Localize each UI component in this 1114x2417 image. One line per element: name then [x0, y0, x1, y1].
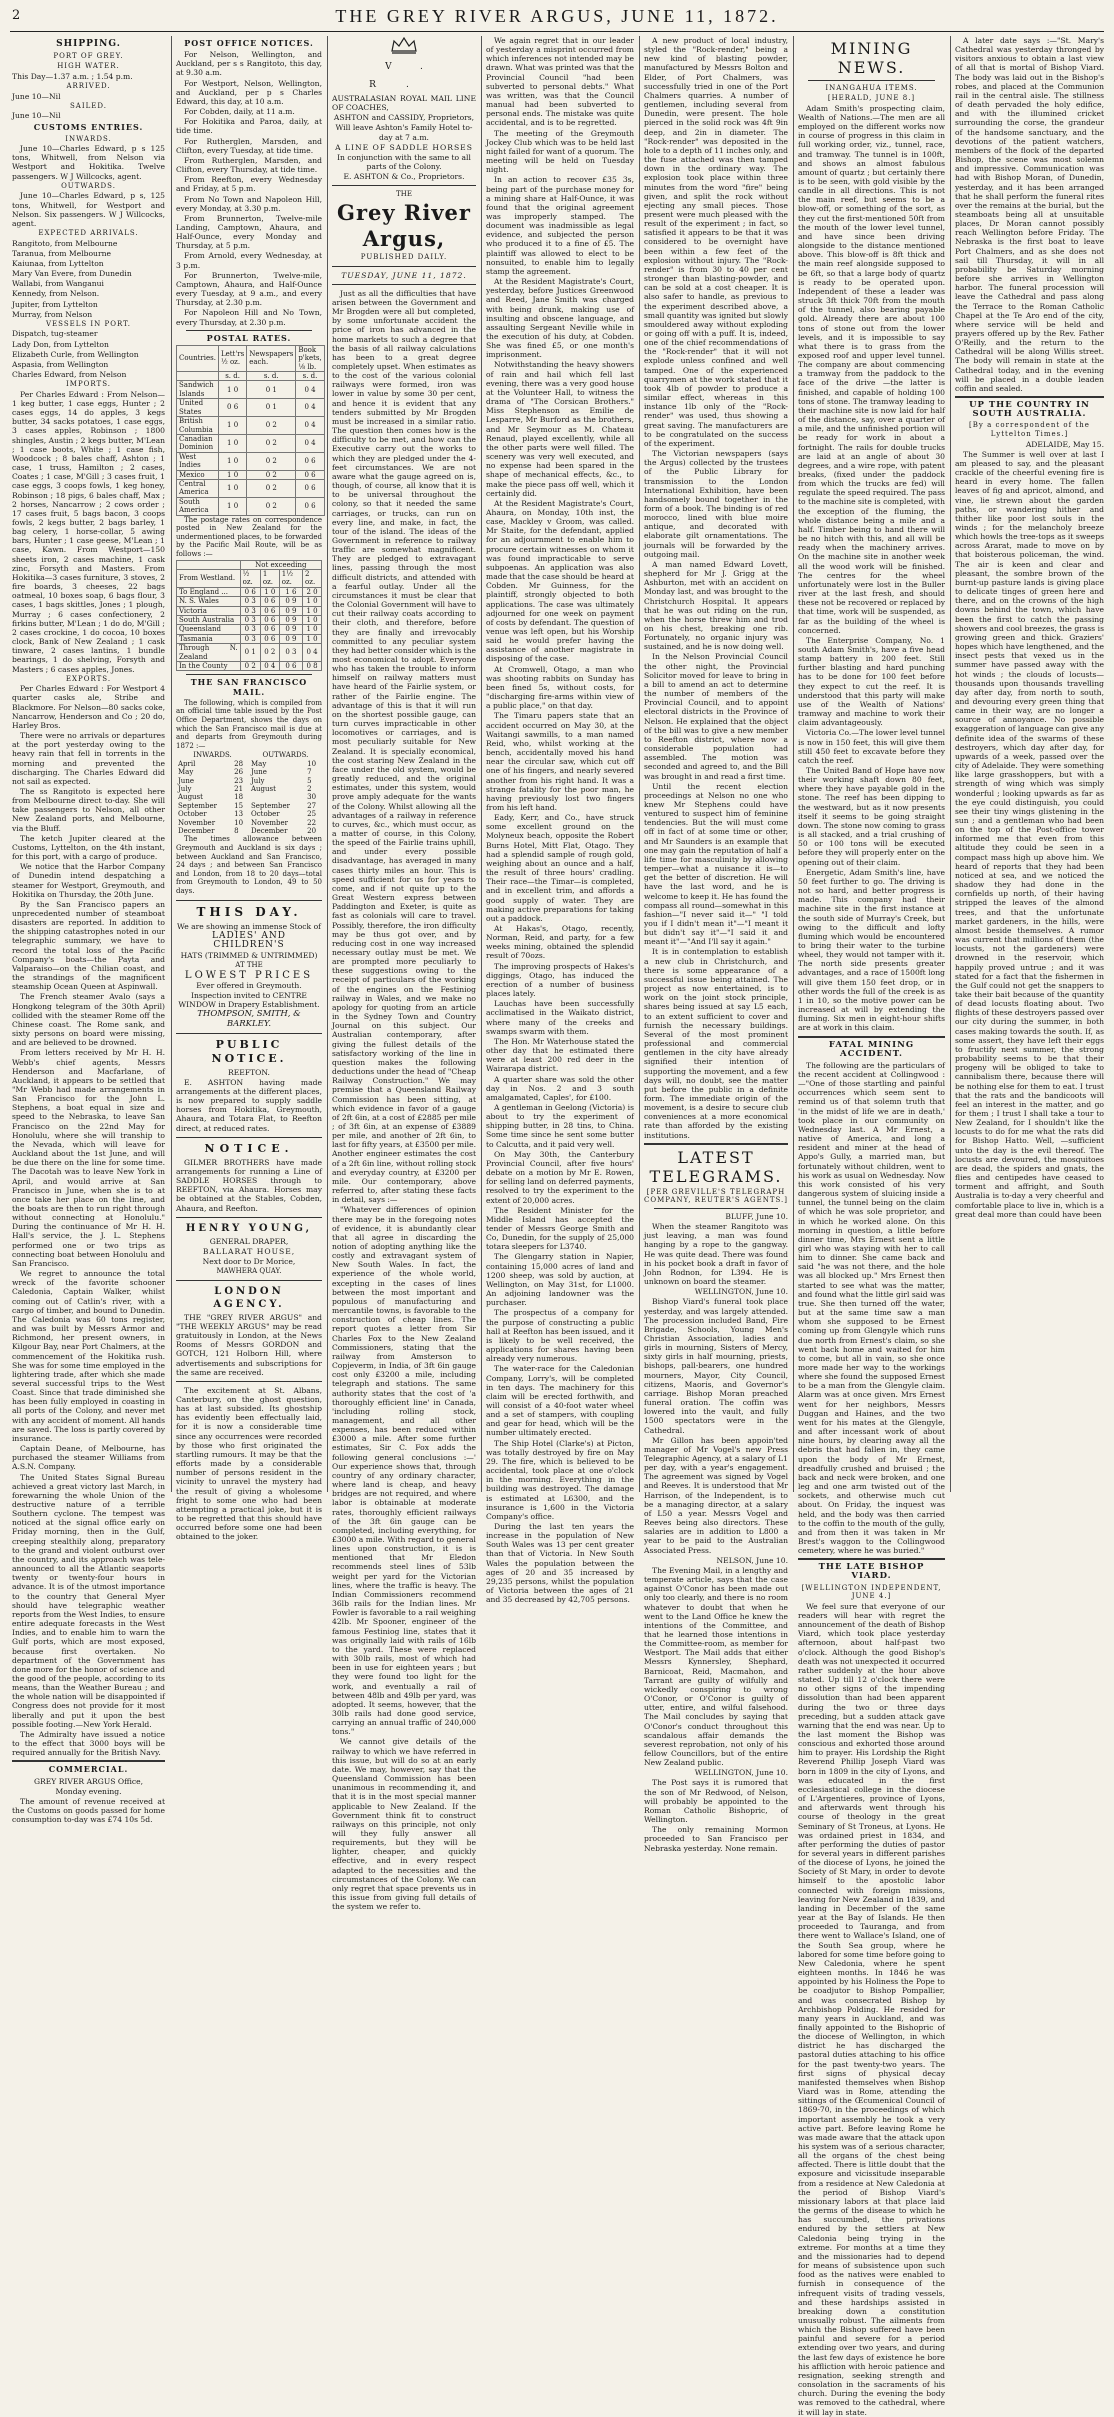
news-paragraph: The Timaru papers state that an accident occurred on May 30, at the Waitangi sawmills, to a man named Reid, who, whilst working at the bench, accidentally moved his hand near the circular saw, which cut off one of his fingers, and nearly severed another from his right hand. It was a strange fatality for the poor man, he having previously lost two fingers from his left hand.: [486, 711, 634, 812]
list-item: Taranua, from Melbourne: [12, 248, 111, 258]
masthead-rule: [10, 31, 1104, 32]
vessels-label: VESSELS IN PORT.: [46, 319, 131, 328]
news-paragraph: The Glengarry station in Napier, containing 15,000 acres of land and 1200 sheep, was sold by auction, at Wellington, on May 31st, for L1000. An adjoining landowner was the purchaser.: [486, 1252, 634, 1308]
table-row: British Columbia 1 0 0 2 0 4: [177, 417, 325, 435]
divider: [186, 674, 312, 675]
table-row: July 21 August 2: [178, 784, 312, 793]
ad-henry-young: HENRY YOUNG, GENERAL DRAPER, BALLARAT HOUSE, Next door to Dr Morice, MAWHERA QUAY.: [185, 1222, 313, 1276]
post-notice: For Nelson, Wellington, and Auckland, per s s Rangitoto, this day, at 9.30 a.m.: [176, 50, 322, 78]
shipping-news: The United States Signal Bureau achieved a great victory last March, in forewarning the whole Union of the destructive nature of a terrible Southern cyclone. The tempest was noticed at the signal office early on Friday morning, then in the Gulf, creeping stealthily along, preparatory to the grand and violent outburst over the country, and its approach was tele-announced to all the Atlantic seaports twenty or twenty-four hours in advance. It is of the utmost importance to the country that General Myer should have telegraphic weather reports from the West Indies, to ensure entire adequate forecasts in the West Indies, and to enable him to warn the Gulf ports, which are most exposed, because first overtaken. No department of the Government has done more for the honor of science and the good of the people, according to its means, than the Weather Bureau ; and the whole nation will be disappointed if Congress does not provide for it most liberally and put it upon the best possible footing.—New York Herald.: [12, 1472, 165, 1729]
table-row: Canadian Dominion 1 0 0 2 0 4: [177, 434, 325, 452]
divider: [176, 1217, 322, 1218]
ad-royal-mail: V. R. AUSTRALASIAN ROYAL MAIL LINE OF COACHES, ASHTON and CASSIDY, Proprietors, Will leave Ashton's Family Hotel to-day at 7 a.m. A LINE OF SADDLE HORSES In conjunction with the same to all parts of the Colony. E. ASHTON & Co., Proprietors.: [332, 36, 476, 181]
port-heading: PORT OF GREY.: [53, 52, 124, 60]
table-caption: Not exceeding: [240, 560, 321, 569]
column-header: 1½ oz.: [279, 569, 302, 587]
news-paragraph: In the Nelson Provincial Council the other night, the Provincial Solicitor moved for leave to bring in a bill to amend an act to determine the number of members of the Provincial Council, and to appoint electoral districts in the Province of Nelson. He explained that the object of the bill was to give a new member to Reefton district, where now a considerable population had assembled. The motion was seconded and agreed to, and the Bill was brought in and read a first time.: [644, 652, 788, 781]
mining-paragraph: The Enterprise Company, No. 1 south Adam Smith's, have a five head stamp battery in 200 feet. Still further blasting and hard punching has to be done for 100 feet before they expect to cut the reef. It is understood that this party will make use of the Wealth of Nations' tramway and machine to work their claim advantageously.: [798, 635, 945, 728]
list-item: Mary Van Evere, from Dunedin: [12, 269, 132, 279]
table-row: N. S. Wales 0 3 0 6 0 9 1 0: [177, 597, 322, 606]
table-row: Mexico 1 0 0 2 0 6: [177, 470, 325, 479]
viard-heading: THE LATE BISHOP VIARD.: [818, 1562, 925, 1582]
commercial-date: Monday evening.: [55, 1786, 122, 1796]
list-item: Kaiunaa, from Lyttelton: [12, 258, 104, 268]
sf-mail-heading: THE SAN FRANCISCO MAIL.: [190, 677, 308, 697]
list-item: Elizabeth Curle, from Wellington: [12, 349, 139, 359]
news-paragraph: Notwithstanding the heavy showers of rain and hail which fell last evening, there was a very good house at the Volunteer Hall, to witness the drama of "The Corsican Brothers." Miss Stephenson as Emilie de Lesparre, Mr Burford as the brothers, and Mr Seymour as M. Chateau Renaud, played excellently, while all the other parts were well filled. The scenery was very well executed, and no expense had been spared in the shape of mechanical effects, &c., to make the piece pass off well, which it certainly did.: [486, 360, 634, 498]
commercial-text: The amount of revenue received at the Customs on goods passed for home consumption to-day was £74 10s 5d.: [12, 1796, 165, 1825]
news-paragraph: The improving prospects of Hakes's diggings, Otago, has induced the erection of a number of business places lately.: [486, 961, 634, 999]
table-row: To England ... 0 6 1 0 1 6 2 0: [177, 587, 322, 596]
post-notice: For Rutherglen, Marsden, and Clifton, every Tuesday, at tide time.: [176, 136, 322, 155]
vessels-list: [12, 329, 165, 379]
news-paragraph: Eady, Kerr, and Co., have struck some excellent ground on the Molyneux beach, opposite the Robert Burns Hotel, Mitt Flat, Otago. They had a splendid sample of rough gold, weighing about an ounce and a half, the result of three hours' cradling. Their race—the Timar—is completed, and in excellent trim, and affords a good supply of water. They are making active preparations for taking out a paddock.: [486, 813, 634, 923]
table-row: September 15 September 27: [178, 801, 317, 810]
divider: [176, 1137, 322, 1138]
paper-masthead: THE Grey River Argus, PUBLISHED DAILY. TUESDAY, JUNE 11, 1872.: [332, 190, 476, 284]
telegram-text: When the steamer Rangitoto was just leaving, a man was found hanging by a rope to the gangway. He was quite dead. There was found in his pocket book a draft in favor of John Rodnon, for L394. He is unknown on board the steamer.: [644, 1222, 788, 1287]
table-row: May 26 June 7: [178, 768, 312, 777]
column-rule: [793, 36, 794, 1492]
column-header: Newspapers each.: [247, 345, 296, 371]
exports-text: Per Charles Edward : For Westport 4 quarter casks ale, Stribe and Blackmore. For Nelson—80 sacks coke, Nancarrow, Henderson and Co ; 20 do, Harley Bros.: [12, 684, 165, 730]
news-paragraph: A quarter share was sold the other day in Nos. 2 and 3 south amalgamated, Caples', for £100.: [486, 1074, 634, 1102]
news-paragraph: At Hakas's, Otago, recently, Norman, Reid, and party, for a few weeks mining, obtained the splendid result of 70ozs.: [486, 924, 634, 961]
shipping-news: We notice that the Harbor Company of Dunedin intend despatching a steamer for Westport, Greymouth, and Hokitika on Thursday, the 20th June.: [12, 862, 165, 899]
editorial-paragraph: "Whatever differences of opinion there may be in the foregoing notes of evidence, it is abundantly clear that all agree in discarding the notion of adopting anything like the costly and extravagant system of New South Wales. In fact, the experience of the whole world, excepting in the cases of lines between the most important and populous of manufacturing and mercantile towns, is favorable to the construction of cheap lines. The report quotes a letter from Sir Charles Fox to the New Zealand Commissioners, stating that the railway from Amsterson to Copjeverm, in India, of 3ft 6in gauge cost only £3200 a mile, including telegraph and stations. The same authority states that the cost of 'a thoroughly efficient line' in Canada, 'including rolling stock, management, and all other expenses, has been reduced within £3000 a mile. After some further estimates, Sir C. Fox adds the following general conclusions :—' Our experience shows that, through country of any ordinary character, where land is cheap, and heavy bridges are not required, and where labor is obtainable at moderate rates, thoroughly efficient railways of the 3ft 6in gauge can be completed, including everything, for £3000 a mile. With regard to general lines upon construction, it is is mentioned that Mr Eledon recommends steel lines of 53lb weight per yard for the Victorian lines, where the traffic is heavy. The Indian Commissioners recommend 36lb rails for the Indian lines. Mr Fowler is favorable to a rail weighing 42lb. Mr Spooner, engineer of the famous Festiniog line, states that it was originally laid with rails of 16lb to the yard. These were replaced with 30lb rails, most of which had been in use for eighteen years ; but they were found too light for the work, and eventually a rail of between 48lb and 49lb per yard, was adopted. It seems, however, that the 30lb rails had done good service, carrying an annual traffic of 240,000 tons.": [332, 1205, 476, 1737]
divider: [176, 1381, 322, 1382]
outwards-label: OUTWARDS.: [61, 181, 116, 190]
shipping-news: There were no arrivals or departures at the port yesterday owing to the heavy rain that fell in torrents in the morning and prevented the discharging. The Charles Edward did not sail as expected.: [12, 731, 165, 786]
dateline: WELLINGTON, June 10.: [694, 1287, 788, 1297]
post-notice: For Brunnerton, Twelve-mile, Camptown, Ahaura, and Half-Ounce every Tuesday, at 9 a.m., and every Thursday, at 2.30 p.m.: [176, 270, 322, 308]
table-row: West Indies 1 0 0 2 0 6: [177, 452, 325, 470]
ad-london-agency: LONDON AGENCY. THE "GREY RIVER ARGUS" and "THE WEEKLY ARGUS" may be read gratuitously in London, at the News Rooms of Messrs GORDON and GOTCH, 121 Holborn Hill, where advertisements and subscriptions for the same are received.: [176, 1285, 322, 1377]
viard-source: [WELLINGTON INDEPENDENT, JUNE 4.]: [801, 1583, 942, 1601]
table-row: In the County 0 2 0 4 0 6 0 8: [177, 662, 322, 671]
arrived-label: ARRIVED.: [66, 81, 111, 90]
divider: [176, 1033, 322, 1034]
column-rule: [171, 36, 172, 1492]
table-row: Sandwich Islands 1 0 0 1 0 4: [177, 381, 325, 399]
shipping-news: The ss Rangitoto is expected here from Melbourne direct to-day. She will take passengers to Nelson, all other New Zealand ports, and Melbourne, via the Bluff.: [12, 786, 165, 833]
column-rule: [639, 36, 640, 1492]
postal-rates-heading: POSTAL RATES.: [206, 332, 292, 343]
post-notice: For Hokitika and Paroa, daily, at tide time.: [176, 117, 322, 136]
telegram-text: The only remaining Mormon proceeded to San Francisco per Nebraska yesterday. None remain.: [644, 1825, 788, 1853]
arrived: June 10—Nil: [12, 91, 61, 101]
table-row: United States 0 6 0 1 0 4: [177, 399, 325, 417]
commercial-office: GREY RIVER ARGUS Office,: [33, 1776, 144, 1786]
column-rule: [327, 36, 328, 1492]
inwards-label: INWARDS.: [65, 134, 112, 143]
news-paragraph: In an action to recover £35 3s, being part of the purchase money for a mining share at Half-Ounce, it was found that the original agreement was improperly stamped. The document was inadmissible as legal evidence, and subjected the person who produced it to a fine of £5. The plaintiff was allowed to elect to be nonsuited, to enable him to legally stamp the agreement.: [486, 175, 634, 276]
masthead: [0, 0, 1114, 34]
divider: [808, 80, 935, 81]
royal-crest: V. R.: [332, 36, 476, 94]
high-water: This Day—1.37 a.m. ; 1.54 p.m.: [12, 71, 133, 81]
table-row: Through N. Zealand 0 1 0 2 0 3 0 4: [177, 644, 322, 662]
shipping-heading: SHIPPING.: [56, 39, 121, 49]
table-row: April 28 May 10: [178, 759, 317, 768]
editorial-paragraph: We cannot give details of the railway to which we have referred in this issue, but will do so at an early date. We may, however, say that the Queensland Commission has been unanimous in recommending it, and that it is in the most special manner applicable to New Zealand. If the Government think fit to construct railways on this principle, not only will they fully answer all requirements, but they will be lighter, cheaper, and quickly effective, and in every respect adapted to the necessities and the circumstances of the Colony. We can only regret that space prevents us in this issue from giving full details of the system we refer to.: [332, 1737, 476, 1912]
post-notice: From Arnold, every Wednesday, at 3 p.m.: [176, 251, 322, 270]
column-mining: [798, 36, 946, 2417]
column-header: ½ oz.: [240, 569, 260, 587]
country-text: The Summer is well over at last I am pleased to say, and the pleasant crackle of the cheerful evening fire is heard in every home. The fallen leaves of fig and apricot, almond, and vine, lie strewn about the garden paths, or wandering hither and thither like poor lost souls in the winds ; for the melancholy breeze which howls the tree-tops as it sweeps across Ararat, made to move on by that boisterous policeman, the wind. The air is keen and clear and pleasant, the sombre brown of the burnt-up pasture lands is giving place to delicate tinges of green here and there, and on the crowns of the high downs behind the town, which have been the first to catch the passing showers and cool breezes, the grass is growing green and thick. Graziers' hopes which have lengthened, and the insect pests that vexed us in the summer have passed away with the hot winds ; the clouds of locusts—thousands upon thousands travelling day after day, from north to south, and devouring every green thing that came in their way, are no longer a source of annoyance. No possible exaggeration of language can give any definite idea of the swarms of these destroyers, which day after day, for upwards of a week, passed over the city of Adelaide. They were something like large grasshoppers, but with a strength of wing which was simply wonderful ; looking upwards as far as the eye could distinguish, you could see their tiny wings glistening in the sun ; and a gentleman who had been on the top of the Post-office tower informed me that even from this altitude they could be seen in a compact mass high up above him. We heard of reports that they had been noticed at sea, and we noticed the shadow they had done in the cornfields up north, of their having stripped the leaves of the almond trees, and that the unfortunate market gardeners, in the hills, were almost beside themselves. A rumor was current that millions of them (the locusts, not the gardeners) were drowned in the reservoir, which happily proved untrue ; and it was stated for a fact that the fishermen in the Gulf could not get the snappers to take their bait because of the quantity of dead locusts floating about. Two flights of these destroyers passed over our city during the summer, in both cases making towards the south. If, as some assert, they have left their eggs to fructify next summer, the strong probability seems to be that their progeny will be obliged to take to cannibalism there, because there will be nothing else for them to eat. I trust that the rats and the bandicoots will feel an interest in the matter, and go for them ; I trust I shall take a tour to New Zealand, for I shouldn't like the locusts to do for me what the rats did for Bishop Hatto. Well, —sufficient unto the day is the evil thereof. The locusts are devoured, the mosquitoes are dead, the spiders and gnats, the flies and centipedes have ceased to torment and affright, and South Australia is to-day a very cheerful and comfortable place to live in, which is a great deal more than could have been: [955, 449, 1105, 1219]
post-notice: From No Town and Napoleon Hill, every Monday, at 3.30 p.m.: [176, 194, 322, 213]
imports-text: Per Charles Edward : From Nelson—1 keg butter, 1 case eggs, Hunter ; 2 cases eggs, 14 do apples, 3 kegs butter, 34 sacks potatoes, 1 case eggs, 3 cases apples, Robinson ; 1800 shingles, Austin ; 2 kegs butter, M'Lean ; 1 case boots, White ; 1 case fish, Woodcock ; 8 bales chaff, Ashton ; 1 case, 1 truss, Hamilton ; 2 cases, Coates ; 1 case, M'Gill ; 3 cases fruit, 1 case eggs, 3 coops fowls, 1 keg honey, Robinson ; 18 pigs, 6 bales chaff, Max ; 2 horses, Nancarrow ; 2 cows order ; 17 cases fruit, 5 bags bacon, 3 coops fowls, 2 kegs butter, 2 bags barley, 1 bag celery, 1 horse-collar, 5 awing bars, Hunter ; 1 case geese, M'Lean ; 1 case, Kawn. From Westport—150 sheets iron, 2 cases machine, 1 cask zinc, Forsyth and Masters. From Hokitika—3 cases furniture, 3 stoves, 2 fire boards, 3 cheeses, 22 bags oatmeal, 10 boxes soap, 6 bags flour, 3 cases, 1 bags skittles, Jones ; 1 plough, Murray ; 6 cases confectionery, 2 firkins butter, M'Lean ; 1 do do, M'Gill ; 2 cases crockine, 1 do cocoa, 10 boxes clock, Bank of New Zealand ; 1 cask tinware, 2 cases lantins, 1 bundle bearings, 1 do shelving, Forsyth and Masters ; 6 cases apples, Jones.: [12, 389, 165, 674]
divider: [176, 900, 322, 901]
sailed: June 10—Nil: [12, 111, 61, 121]
post-notice: From Rutherglen, Marsden, and Clifton, every Thursday, at tide time.: [176, 155, 322, 175]
column-telegrams: [644, 36, 789, 1853]
expected-label: EXPECTED ARRIVALS.: [38, 229, 139, 237]
column-header: Countries.: [177, 345, 219, 371]
news-paragraph: A gentleman in Geelong (Victoria) is about to try the experiment of shipping butter, in 28 tins, to China. Some time since he sent some butter to Calcutta, and it paid very well.: [486, 1102, 635, 1149]
telegrams-heading: LATEST TELEGRAMS.: [649, 1147, 783, 1186]
news-paragraph: A man named Edward Lovett, shepherd for Mr J. Grigg at the Ashburton, met with an accident on Monday last, and was brought to the Christchurch Hospital. It appears that he was out riding on the run, when the horse threw him and trod on his chest, breaking one rib. Fortunately, no organic injury was sustained, and he is now doing well.: [644, 559, 788, 652]
list-item: Lady Don, from Lyttelton: [12, 339, 109, 349]
viard-paragraph: A later date says :—"St. Mary's Cathedral was yesterday thronged by visitors anxious to obtain a last view of all that is mortal of Bishop Viard. The body was laid out in the Bishop's robes, and placed at the Communion rail in the central aisle. The stillness of death pervaded the holy edifice, and with the illumined cricket surrounding the corse, the grandeur of the handsome sanctuary, and the devotions of the patient watchers, members of the flock of the departed Bishop, the scene was most solemn and impressive. Communication was had with Bishop Moran, of Dunedin, yesterday, and it has been arranged that he shall perform the funeral rites over the remains at the burial, but the steamboats being all at unsuitable places, Dr Moran cannot possibly reach Wellington before Friday. The Nebraska is the first boat to leave Port Chalmers, and as she does not sail till Thursday, it will in all probability be Saturday morning before she arrives in Wellington harbor. The funeral procession will leave the Cathedral and pass along the Terrace to the Roman Catholic Chapel at the Te Aro end of the city, where service will be held and prayers offered up by the Rev. Father O'Reilly, and the return to the Cathedral will be along Willis street. The body will remain in state at the Cathedral today, and in the evening will be placed in a double leaden coffin and sealed.: [955, 36, 1104, 393]
viard-paragraph: We feel sure that everyone of our readers will hear with regret the announcement of the death of Bishop Viard, which took place yesterday afternoon, about half-past two o'clock. Although the good Bishop's death was not unexpected it occurred rather suddenly at the hour above stated. Up till 12 o'clock there were no other signs of the impending dissolution than had been apparent during the two or three days preceding, but a sudden attack gave warning that the end was near. Up to the last moment the Bishop was conscious and exhorted those around him to prayer. His Lordship the Right Reverend Phillip Joseph Viard was born in 1809 in the city of Lyons, and was educated in the first ecclesiastical college in the diocese of L'Argentieres, province of Lyons, and afterwards went through his course of theology in the great Seminary of St Troneus, at Lyons. He was ordained priest in 1834, and after performing the duties of pastor for several years in different parishes of the diocese of Lyons, he joined the Society of St Mary, in order to devote himself to the apostolic labor connected with foreign missions, leaving for New Zealand in 1839, and landing in December of the same year at the Bay of Islands. He then proceeded to Tauranga, and from there went to Wallace's Island, one of the South Sea group, where he labored for some time before going to New Caledonia, where he spent eighteen months. In 1846 he was appointed by his Holiness the Pope to be coadjutor to Bishop Pompallier, and was consecrated Bishop by Archbishop Polding. He resided for many years in Auckland, and was finally appointed to the Bishopric of the diocese of Wellington, in which district he has discharged the pastoral duties attaching to his office for the past twenty-two years. The first signs of physical decay manifested themselves when Bishop Viard was in Rome, attending the sittings of the Œcumenical Council of 1869-70, in the proceedings of which important assembly he took a very active part. Before leaving Rome he was made aware that the attack upon his system was of a serious character, all the organs of the chest being affected. There is little doubt that the exposure and vicissitude inseparable from a residence at New Caledonia at the period of Bishop Viard's missionary labors at that place laid the germs of the disease to which he has succumbed, the privations endured by the settlers at New Caledonia being trying in the extreme. For months at a time they and the missionaries had to depend for means of subsistence upon such food as the natives were enabled to furnish in consequence of the infrequent visits of trading vessels, and these hardships assisted in breaking down a constitution unusually robust. The ailments from which the Bishop suffered have been painful and severe for a period extending over two years, and during the last few days of existence he bore his affliction with heroic patience and resignation, seeking strength and consolation in the sacraments of his church. During the evening the body was removed to the cathedral, where it will lay in state.: [798, 1601, 945, 2417]
unit-label: s. d.: [296, 372, 324, 381]
telegram-text: The Evening Mail, in a lengthy and temperate article, says that the case against O'Conor has been made out only too clearly, and there is no room whatever to doubt that when he went to the Land Office he knew the intentions of the Committee, and that he learned those intentions in the Committee-room, as member for Westport. The Mail adds that either Messrs Kynnersley, Shephard, Barnicoat, Reid, Macmahon, and Tarrant are guilty of wilfully and wickedly conspiring to wrong O'Conor, or O'Conor is guilty of utter, entire, and wilful falsehood. The Mail concludes by saying that O'Conor's conduct throughout this scandalous affair demands the severest reprobation, not only of his fellow Councillors, but of the entire New Zealand public.: [644, 1565, 788, 1768]
mining-paragraph: The United Band of Hope have now their working shaft down 80 feet, where they have payable gold in the stone. The reef has been dipping to the westward, but as it now presents itself it seems to be going straight down. The stone now coming to grass is all stacked, and a trial crushing of 50 or 100 tons will be executed before they will properly enter on the opening out of their claim.: [798, 766, 945, 867]
westland-rates-table: [176, 560, 322, 672]
telegrams-source: [PER GREVILLE'S TELEGRAPH COMPANY, REUTER'S AGENTS.]: [644, 1187, 789, 1205]
high-water-label: HIGH WATER.: [57, 62, 120, 71]
divider: [798, 1558, 945, 1560]
news-paragraph: A new product of local industry, styled the "Rock-render," being a new kind of blasting powder, manufactured by Messrs Bolton and Elder, of Port Chalmers, was successfully tried in one of the Port Chalmers quarries. A number of gentlemen, including several from Dunedin, were present. The hole pierced in the solid rock was 4ft 9in deep, and 2in in diameter. The "Rock-render" was deposited in the hole to a depth of 11 inches only, and the fuse attached was then tamped down in the ordinary way. The explosion took place within three minutes from the word "fire" being given, and split the rock without ejecting any small pieces. Those present were much pleased with the result of the experiment ; in fact, so satisfied it appears to be that it was considered to be overnight have been within a few feet of the explosion without injury. The "Rock-render" is from 30 to 40 per cent stronger than blasting-powder, and can be sold at a cost cheaper. It is also safer to handle, as previous to the experiment described above, a small quantity was ignited but slowly smouldered away without exploding or going off with a puff. It is, indeed, one of the chief recommendations of the "Rock-render" that it will not explode unless confined and well tamped. One of the experienced quarrymen at the work stated that it took 4lb of powder to produce a similar effect, whereas in this instance 1lb only of the "Rock-render" was used, thus showing a great saving. The manufacturers are to be congratulated on the success of the experiment.: [644, 36, 788, 448]
divider: [176, 1280, 322, 1281]
page-number: 2: [12, 8, 21, 23]
sf-mail-table: [176, 751, 322, 835]
shipping-news: By the San Francisco papers an unprecedented number of steamboat disasters are reported. In addition to the shipping catastrophes noted in our telegraphic summary, we have to record the total loss of the Pacific Company's boats—the Payta and Valparaiso—on the Chilian coast, and the strandings of the magnificent steamship Ocean Queen at Aspinwall.: [12, 899, 165, 992]
news-paragraph: It is in contemplation to establish a new club in Christchurch, and there is some appearance of a successful issue being attained. The project as now entertained, is to work on the joint stock principle, shares being issued at say L5 each, to an extent sufficient to cover and furnish the necessary buildings. Several of the most prominent professional and commercial gentlemen in the city have already signified their intention of supporting the movement, and a few days will, no doubt, see the matter put before the public in a definite form. The immediate origin of the movement, is a desire to secure club conveniences at a more economical rate than afforded by the existing institutions.: [644, 947, 788, 1140]
shipping-news: From letters received by Mr H. H. Webb's chief agents, Messrs Henderson and Macfarlane, of Auckland, it appears to be settled that "Mr Webb had made arrangements in San Francisco for the John L. Stephens, a boat equal in size and speed to the Nebraska, to leave San Francisco on the 22nd May for Honolulu, where she will tranship to the Nevada, which will leave for Auckland about the 1st June, and will be due there on the line for some time. The Dacotah was to leave New York in April, and would arrive at San Francisco in June, when she is to at once take her place on the line, and the boats are then to run right through without connecting at Honolulu." During the continuance of Mr H. H. Hall's service, the J. L. Stephens performed one or two trips as connecting boat between Honolulu and San Francisco.: [12, 1048, 165, 1268]
masthead-title: THE GREY RIVER ARGUS, JUNE 11, 1872.: [335, 6, 779, 26]
column-rule: [481, 36, 482, 1492]
editorial-paragraph: Just as all the difficulties that have arisen between the Government and Mr Brogden were all but completed, by some unfortunate accident the price of iron has advanced in the home markets to such a degree that the basis of all railway calculations has been to a great degree completely upset. When estimates as to the cost of the various colonial railways were formed, iron was lower in value by some 30 per cent, and hence it is evident that any tenders submitted by Mr Brogden must be increased in a similar ratio. The question then comes how is the difficulty to be met, and how can the Executive carry out the works to which they are pledged under the 4-feet circumstances. We are not aware what the gauge agreed on is, though, of course, all know that it is to be universal throughout the colony, so that it needed the same carriages, or trucks, can run on every line, and make, in fact, the tour of the island. The ideas of the Government in reference to railway traffic are somewhat magnificent. They are pledged to extravagant lines, passing through the most difficult districts, and attended with a fearful outlay. Under all the circumstances it must be clear that the Colonial Government will have to cut their railway coats according to their cloth, and therefore, before they are finally and irrevocably committed to any peculiar system they had better consider which is the most economical to adopt. Everyone who has taken the trouble to inform himself on railway matters must have heard of the Fairlie system, or rather of the Fairlie engine. The advantage of this is that it will run on the shortest possible gauge, can turn curves impracticable in other locomotives or carriages, and is most peculiarly suitable for New Zealand. It is specially economical, the cost staring New Zealand in the face under the old system, would be greatly reduced, and the original estimates, under this system, would prove amply adequate for the wants of the Colony. Whilst allowing all the advantages of a railway in reference to curves, &c., which must occur, as a matter of course, in this Colony, the speed of the Fairlie trains uphill, and under every possible disadvantage, has averaged in many cases thirty miles an hour. This is speed sufficient for us for years to come, and if not quite up to the Great Western express between Paddington and Exeter, is quite as fast as colonials will care to travel. Possibly, therefore, the iron difficulty may be thus got over, and by reducing cost in one way increased necessary outlay must be met. We are prompted more peculiarly to these suggestions owing to the receipt of particulars of the working of the engines on the Festiniog railway in Wales, and we make no apology for quoting from an article in the Sydney Town and Country Journal on this subject. Our Australian contemporary, after giving the fullest details of the satisfactory working of the line in question makes the following deductions under the head of "Cheap Railway Construction." We may premise that a Queensland Railway Commission has been sitting, at which evidence in favor of a gauge of 2ft 6in, at a cost of £2885 per mile ; of 3ft 6in, at an expense of £3889 per mile, and another of 2ft 6in, to last for fifty years, at £3500 per mile. Another engineer estimates the cost of a 2ft 6in line, without rolling stock and everyday country, at £3200 per mile. Our contemporary, above referred to, after stating these facts in detail, says :—: [332, 288, 476, 1205]
table-row: October 13 October 25: [178, 810, 317, 819]
column-header: 2 oz.: [303, 569, 322, 587]
column-header: 1 oz.: [260, 569, 279, 587]
divider: [798, 1036, 945, 1038]
sf-mail-intro: The following, which is compiled from an official time table issued by the Post Office Department, shows the days on which the San Francisco mail is due at and departs from Greymouth during 1872 :—: [176, 698, 322, 750]
column-rule: [950, 36, 951, 1492]
table-row: Central America 1 0 0 2 0 6: [177, 479, 325, 497]
table-row: Victoria 0 3 0 6 0 9 1 0: [177, 606, 322, 615]
news-paragraph: The water-race for the Caledonian Company, Lorry's, will be completed in ten days. The machinery for this claim will be erected forthwith, and will consist of a 40-foot water wheel and a set of stampers, with coupling and gear for head, which will be the number ultimately erected.: [486, 1364, 634, 1438]
fatal-heading: FATAL MINING ACCIDENT.: [828, 1039, 915, 1059]
mining-paragraph: Adam Smith's prospecting claim, Wealth of Nations.—The men are all employed on the different works now in course of progress in this claim in full working order, viz., tunnel, race, and tramway. The tunnel is in 100ft, and shows an almost fabulous amount of quartz ; but certainly there is to be seen, with gold visible by the candle in all directions. This is not the main reef, but seems to be a blow-off, or something of the sort, as they cut the first-mentioned 50ft from the mouth of the lower level tunnel, and have since been driving alongside to the distance mentioned above. This blow-off is 8ft thick and the main reef alongside supposed to be 6ft, so that a large body of quartz is ready to be operated upon. Independent of these a leader was struck 3ft thick 70ft from the mouth of the tunnel, also bearing payable gold. Already there are about 100 tons of stone out from the lower levels, and it is impossible to say what there is to grass from the exposed roof and upper level tunnel. The company are about commencing a tramway from the paddock to the face of the drive —the latter is finished, and capable of holding 100 tons of stone. The tramway leading to their machine site is now laid for half of the distance, say, over a quarter of a mile, and the unfinished portion will be ready for work in about a fortnight. The rails for double trucks are laid at an angle of about 30 degrees, and a wire rope, with patent breaks, (fixed under the paddock from which the trucks are fed) will regulate the speed required. The pass to the machine site is completed, with the exception of the fluming, the whole distance being a mile and a half. Timber being to hand there will be no hitch with this, and all will be ready when the machinery arrives. On the machine site in another week all the wood work will be finished. The centres for the wheel unfortunately were lost in the Buller river at the last fresh, and should these not be recovered or replaced by that time, work will be suspended, as far as the building of the wheel is concerned.: [798, 103, 945, 635]
table-row: November 10 November 22: [178, 818, 317, 827]
post-notice: From Reefton, every Wednesday and Friday, at 5 p.m.: [176, 175, 322, 194]
table-row: Tasmania 0 3 0 6 0 9 1 0: [177, 634, 322, 643]
news-paragraph: During the last ten years the increase in the population of New South Wales was 13 per cent greater than that of Victoria. In New South Wales the population between the ages of 20 and 35 increased by 29,235 persons, whilst the population of Victoria between the ages of 21 and 35 decreased by 42,705 persons.: [486, 1522, 634, 1605]
table-row: South Australia 0 3 0 6 0 9 1 0: [177, 615, 322, 624]
post-notice: From Brunnerton, Twelve-mile Landing, Camptown, Ahaura, and Half-Ounce, every Monday and Thursday, at 5 p.m.: [176, 213, 322, 251]
divider: [186, 330, 312, 331]
paper-date: TUESDAY, JUNE 11, 1872.: [341, 270, 467, 280]
column-shipping: [12, 36, 165, 1825]
column-header: Lett'rs ½ oz.: [218, 345, 246, 371]
column-south-australia: [955, 36, 1104, 1492]
news-paragraph: Until the recent election proceedings at Nelson no one who knew Mr Stephens could have ventured to suspect him of feminine tendencies. But the will must come off in fact of at some time or other, and Mr Saunders is an example that one may gain the reputation of half a life time for masculinity by allowing temper—what a nuisance it is—to get the better of discretion. He will have the last word, and he is welcome to keep it. He has found the compass all round—somewhat in this fashion—"I never said it—" "I told you if I didn't mean it"—"I meant it but didn't say it"—"I said it and meant it"—"And I'll say it again.": [644, 781, 788, 947]
news-paragraph: The prospectus of a company for the purpose of constructing a public hall at Reefton has been issued, and it is likely to be well received, the applications for shares having been already very numerous.: [486, 1308, 634, 1364]
post-notice: For Napoleon Hill and No Town, every Thursday, at 2.30 p.m.: [176, 308, 322, 327]
divider: [955, 396, 1104, 398]
table-row: Queensland 0 3 0 6 0 9 1 0: [177, 625, 322, 634]
telegram-text: Bishop Viard's funeral took place yesterday, and was largely attended. The procession included Band, Fire Brigade, Schools, Young Men's Christian Association, ladies and girls in mourning, Sisters of Mercy, sixty girls in half mourning, priests, bishops, pall-bearers, one hundred mourners, Mayor, City Council, citizens, Maoris, and Governor's carriage. Bishop Moran preached funeral oration. The coffin was lowered into the vault, and fully 1500 spectators were in the Cathedral.: [644, 1297, 788, 1435]
mining-source: [HERALD, JUNE 8.]: [827, 94, 916, 103]
shipping-news: Captain Deane, of Melbourne, has purchased the steamer Williams from A.S.N. Company.: [12, 1444, 165, 1472]
ad-public-notice: PUBLIC NOTICE. REEFTON. E. ASHTON having made arrangements at the different places, is now prepared to supply saddle horses from Hokitika, Greymouth, Ahaura, and Totara Flat, to Reefton direct, at reduced rates.: [176, 1037, 322, 1133]
dateline: ADELAIDE, May 15.: [1025, 439, 1104, 449]
country-heading: UP THE COUNTRY IN SOUTH AUSTRALIA.: [969, 400, 1090, 420]
unit-label: s. d.: [218, 372, 246, 381]
telegram-text: Mr Gillon has been appoin'ted manager of Mr Vogel's new Press Telegraphic Agency, at a salary of L1 per day, with a year's engagement. The agreement was signed by Vogel and Reeves. It is understood that Mr Harrison, of the Independent, is to be a managing director, at a salary of L50 a year. Messrs Vogel and Reeves being also directors. These salaries are in addition to L800 a year to be paid to the Australian Associated Press.: [644, 1435, 788, 1555]
crown-icon: [389, 36, 419, 54]
post-notice: For Westport, Nelson, Wellington, and Auckland, per p s Charles Edward, this day, at 10 a.m.: [176, 78, 322, 106]
list-item: Charles Edward, from Nelson: [12, 370, 127, 380]
news-paragraph: At the Resident Magistrate's Court, Ahaura, on Monday, 10th inst, the case, Mackley v Groom, was called. Mr Staite, for the defendant, applied for an adjournment to enable him to procure certain witnesses on whom it was found impracticable to serve subpoenas. An application was also made that the case should be heard at Cobden. Mr Guinness, for the plaintiff, strongly objected to both applications. The case was ultimately adjourned for one week on payment of costs by defendant. The question of venue was left open, but his Worship said he would prefer having the assistance of another magistrate in disposing of the case.: [486, 498, 634, 664]
fatal-text: The following are the particulars of the recent accident at Collingwood :—"One of those startling and painful occurrences which seem sent to remind us of that solemn truth that 'in the midst of life we are in death,' took place in our community on Wednesday last. A Mr Ernest, a native of America, and long a resident and miner at the head of Appo's Gully, a married man, but fortunately without children, went to his work as usual on Wednesday. Now this work consisted of his very dangerous system of sluicing inside a tunnel, the tunnel being on the claim of which he was sole proprietor, and in which he worked alone. On this morning in question, a little before dinner time, Mrs Ernest sent a little girl who was staying with her to call him to dinner. She came back and said "he was not there, and the hole was all blocked up." Mrs Ernest then started to see what was the matter, and found what the little girl said was true. She then turned off the water, but at the same time saw a man whom she supposed to be Ernest coming up from Glengyle which runs due north from Ernest's claim, so she went back home and waited for him to come, but all in vain, so she once more made her way to the workings where she found the supposed Ernest to be a man from the Glengyle claim. Alarm was at once given. Mrs Ernest went for her neighbors, Messrs Duggan and Haines, and the two went for his mates at the Glengyle, and after incessant work of about nine hours, by clearing away all the debris that had fallen in, they came upon the body of Mr Ernest, dreadfully crushed and bruised ; the back and neck were broken, and one leg and one arm twisted out of the sockets, and otherwise much cut about. On Friday, the inquest was held, and the body was then carried to the coffin to the mouth of the gully, and from then it was taken in Mr Brest's waggon to the Collingwood cemetery, where he was buried.": [798, 1060, 945, 1556]
news-paragraph: We again regret that in our leader of yesterday a misprint occurred from which inferences not intended may be drawn. What was printed was that the Provincial Council "had been subverted to personal debts." What was written, was that the Council manual had been subverted to personal ends. The mistake was quite accidental, and is to be regretted.: [486, 36, 634, 128]
ad-thompson: THIS DAY. We are showing an immense Stock of LADIES' AND CHILDREN'S HATS (TRIMMED & UNTRIMMED) AT THE LOWEST PRICES Ever offered in Greymouth. Inspection invited to CENTRE WINDOW in Drapery Establishment. THOMPSON, SMITH, & BARKLEY.: [177, 904, 321, 1029]
list-item: Kennedy, from Nelson.: [12, 289, 100, 299]
paper-title: Grey River Argus,: [337, 200, 471, 251]
list-item: Dispatch, tug-steamer: [12, 329, 98, 339]
commercial-heading: COMMERCIAL.: [48, 1764, 129, 1775]
news-paragraph: The Victorian newspapers (says the Argus) collected by the trustees of the Public Library for transmission to the London International Exhibition, have been handsomely bound together in the form of a book. The binding is of red morocco, lined with blue moire antique, and decorated with elaborate gilt ornamentations. The journals will be forwarded by the outgoing mail.: [644, 449, 788, 559]
news-paragraph: The meeting of the Greymouth Jockey Club which was to be held last night failed for want of a quorum. The meeting will be held on Tuesday night.: [486, 128, 634, 175]
shipping-news: The ketch Jupiter cleared at the Customs, Lyttelton, on the 4th instant, for this port, with a cargo of produce.: [12, 833, 165, 862]
column-header: From Westland.: [177, 569, 241, 587]
divider: [332, 185, 476, 186]
column-local-news: [486, 36, 635, 1605]
post-office-heading: POST OFFICE NOTICES.: [184, 38, 314, 48]
mining-paragraph: Energetic, Adam Smith's line, have 50 feet further to go. The driving is not so hard, and better progress is made. This company had their machine site in the first instance at the south side of Murray's Creek, but owing to the difficult and lofty fluming which would be encountered to bring their water to the turbine wheel, they would not tamper with it. The north side presents greater advantages, and a race of 1500ft long will give them 150 feet drop, or in other words the full of the creek is as 1 in 10, so the motive power can be increased at will by extending the fluming. Six men in eight-hour shifts are at work in this claim.: [798, 867, 945, 1033]
ad-gilmer: NOTICE. GILMER BROTHERS have made arrangements for running a Line of SADDLE HORSES through to REEFTON, via Ahaura. Horses may be obtained at the Stables, Cobden, Ahaura, and Reefton.: [176, 1141, 322, 1213]
list-item: Rangitoto, from Melbourne: [12, 238, 118, 248]
table-row: South America 1 0 0 2 0 6: [177, 497, 325, 515]
column-header: Book p'kets, ⅛ lb.: [296, 345, 324, 371]
customs-inwards: June 10—Charles Edward, p s 125 tons, Whitwell, from Nelson via Westport and Hokitika. Twelve passengers. W J Willcocks, agent.: [12, 144, 165, 181]
divider: [12, 1760, 165, 1762]
telegram-text: The Post says it is rumored that the son of Mr Redwood, of Nelson, will probably be appointed to the Roman Catholic Bishopric, of Wellington.: [644, 1778, 788, 1825]
list-item: Aspasia, from Wellington: [12, 359, 109, 369]
column-post-office: [176, 36, 322, 1542]
mining-paragraph: Victoria Co.—The lower level tunnel is now in 150 feet, this will give them still 450 feet to excavate before they catch the reef.: [798, 728, 946, 765]
customs-outwards: June 10—Charles Edward, p s, 125 tons, Whitwell, for Westport and Nelson. Six passengers. W J Willcocks, agent.: [12, 191, 165, 228]
list-item: Wallabi, from Wanganui: [12, 279, 104, 289]
sailed-label: SAILED.: [70, 101, 107, 110]
news-paragraph: At the Resident Magistrate's Court, yesterday, before Justices Greenwood and Reed, Jane Smith was charged with being drunk, making use of insulting and obscene language, and assaulting Sergeant Neville while in the execution of his duty, at Cobden. She was fined £5, or one month's imprisonment.: [486, 277, 634, 360]
divider: [654, 1208, 778, 1209]
exports-label: EXPORTS.: [65, 674, 112, 683]
country-source: [By a correspondent of the Lyttelton Times.]: [969, 421, 1090, 438]
sf-mail-note: The times allowance between Greymouth and Auckland is six days ; between Auckland and San Francisco, 24 days ; and between San Francisco and London, from 18 to 20 days—total from Greymouth to London, 49 to 50 days.: [176, 835, 322, 895]
shipping-news: The French steamer Avalo (says a Hongkong telegram of the 30th April) collided with the steamer Rome off the Chinese coast. The Rome sank, and sixty persons on board were missing, and are believed to be drowned.: [12, 992, 165, 1048]
column-editorial: [332, 36, 476, 1912]
expected-list: [12, 239, 165, 319]
postal-rates-note: The postage rates on correspondence posted in New Zealand for the undermentioned places, to be forwarded by the Pacific Mail Route, will be as follows :—: [176, 515, 322, 558]
outwards-header: OUTWARDS.: [262, 751, 309, 760]
mining-subheading: INANGAHUA ITEMS.: [825, 84, 918, 92]
imports-label: IMPORTS.: [66, 380, 111, 389]
ghost-note: The excitement at St. Albans, Canterbury, on the ghost question, has at last subsided. Its ghostship has evidently been effectually laid, for it is now a considerable time since any occurrences were recorded by those who first originated the startling rumours. It may be that the efforts made by a considerable number of persons resident in the vicinity to unravel the mystery had the result of giving a wholesome fright to some one who had been attempting a practical joke, but it is to be regretted that this should have occurred before some one had been obtained to the joker.: [176, 1385, 322, 1542]
shipping-news: We regret to announce the total wreck of the favorite schooner Caledonia, Captain Walker, whilst coming out of Catlin's river, with a cargo of timber, and bound to Dunedin. The Caledonia was 60 tons register, and was built by Messrs Armor and Richmond, her present owners, in Kilgour Bay, near Port Chalmers, at the commencement of the Hokitika rush. She was for some time employed in the lightering trade, after which she made several successful trips to the West Coast. Since that trade diminished she has been fully employed in coasting in all ports of the Colony, and never met with any accident of moment. All hands are saved. The loss is partly covered by insurance.: [12, 1269, 165, 1443]
postal-rates-table: [176, 345, 325, 516]
unit-label: s. d.: [247, 372, 296, 381]
list-item: Murray, from Nelson: [12, 309, 93, 319]
news-paragraph: On May 30th, the Canterbury Provincial Council, after five hours' debate on a motion by Mr E. Rowen, for selling land on deferred payments, resolved to try the experiment to the extent of 20,000 acres.: [486, 1149, 634, 1205]
news-paragraph: Lauchas have been successfully acclimatised in the Waikato district, where many of the creeks and swamps swarm with them.: [486, 999, 634, 1036]
list-item: Jupiter, from Lyttelton: [12, 299, 98, 309]
news-paragraph: The Hon. Mr Waterhouse stated the other day that he estimated there were at least 200 red deer in the Wairarapa district.: [486, 1036, 634, 1074]
dateline: NELSON, June 10.: [716, 1555, 788, 1565]
dateline: BLUFF, June 10.: [725, 1211, 788, 1221]
table-row: December 8 December 20: [178, 826, 317, 835]
news-paragraph: At Cromwell, Otago, a man who was shooting rabbits on Sunday has been fined 5s, without costs, for "discharging fire-arms within view of a public place," on that day.: [486, 664, 634, 711]
shipping-news: The Admiralty have issued a notice to the effect that 3000 boys will be required annually for the British Navy.: [12, 1729, 165, 1758]
customs-heading: CUSTOMS ENTRIES.: [33, 122, 144, 133]
post-notice: For Cobden, daily, at 11 a.m.: [184, 107, 295, 117]
news-paragraph: The Ship Hotel (Clarke's) at Picton, was totally destroyed by fire on May 29. The fire, which is believed to be accidental, took place at one o'clock in the morning. Everything in the building was destroyed. The damage is estimated at L6300, and the insurance is 1,600 in the Victoria Company's office.: [486, 1438, 634, 1521]
divider: [644, 1143, 788, 1145]
dateline: WELLINGTON, June 10.: [694, 1768, 788, 1778]
table-row: August 18 30: [178, 793, 317, 802]
table-row: June 23 July 5: [178, 776, 312, 785]
mining-heading: MINING NEWS.: [830, 39, 913, 77]
inwards-header: INWARDS.: [193, 751, 232, 760]
news-paragraph: The Resident Minister for the Middle Island has accepted the tender of Messrs George Smith and Co, Dunedin, for the supply of 25,000 totara sleepers for L3740.: [486, 1205, 634, 1252]
